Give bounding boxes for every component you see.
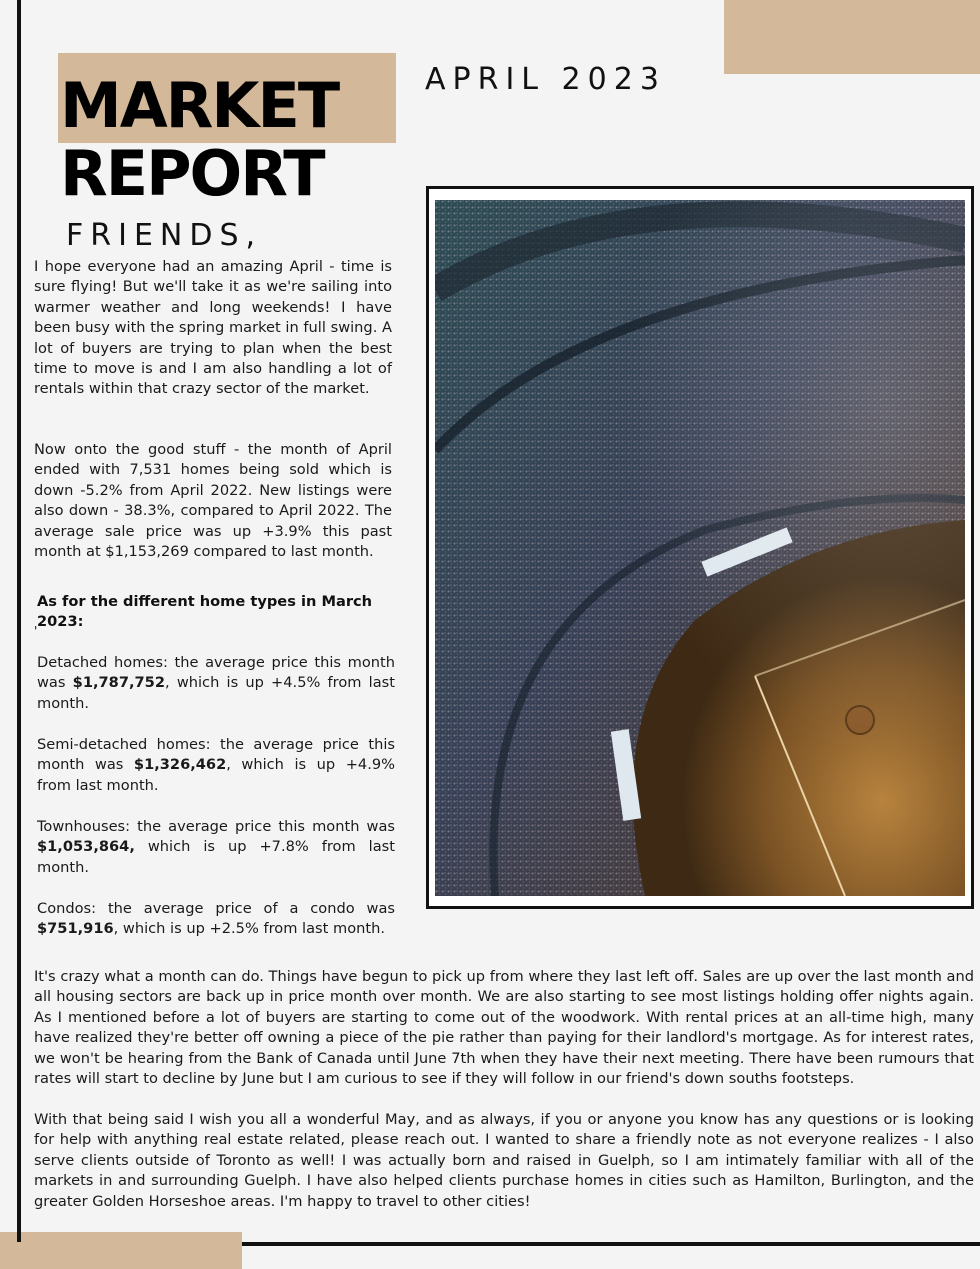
greeting: FRIENDS, bbox=[66, 218, 263, 253]
intro-paragraph: I hope everyone had an amazing April - time is sure flying! But we'll take it as we're sailing into warmer weather and long weekends! I have been busy with the spring market in full swing. A lot of buyers are trying to plan when the best time to move is and I am also handling a lot of rentals within that crazy sector of the market. bbox=[34, 258, 392, 398]
home-type-text: , which is up +4.5% from last month. bbox=[37, 674, 395, 712]
stadium-photo-frame bbox=[426, 186, 974, 909]
home-type-text: Townhouses: the average price this month was bbox=[37, 818, 395, 835]
title-line-market: MARKET bbox=[60, 69, 339, 142]
vertical-rule bbox=[17, 0, 21, 1242]
home-type-text: Semi-detached homes: the average price this month was bbox=[37, 736, 395, 774]
accent-bar-top-right bbox=[724, 0, 980, 74]
market-outlook-paragraph: It's crazy what a month can do. Things have begun to pick up from where they last left off. Sales are up over the last month and all housing sectors are back up in price month over month. We are also starting to see most listings holding offer nights again. As I mentioned before a lot of buyers are starting to come out of the woodwork. With rental prices at an all-time high, many have realized they're better off owning a piece of the pie rather than paying for their landlord's mortgage. As for interest rates, we won't be hearing from the Bank of Canada until June 7th when they have their next meeting. There have been rumours that rates will start to decline by June but I am curious to see if they will follow in our friend's down souths footsteps. bbox=[34, 968, 974, 1088]
accent-bar-bottom-left bbox=[0, 1232, 242, 1269]
home-type-condos bbox=[37, 899, 395, 940]
home-types-heading: As for the different home types in March 2023: bbox=[37, 593, 373, 631]
bullet-mark: ' bbox=[34, 624, 38, 638]
home-type-price: $1,326,462 bbox=[133, 756, 227, 774]
home-type-detached bbox=[37, 653, 395, 714]
home-type-text: , which is up +2.5% from last month. bbox=[113, 920, 386, 938]
stadium-aerial-image bbox=[435, 200, 965, 896]
home-type-townhouses bbox=[37, 817, 395, 878]
home-type-price: $751,916 bbox=[37, 920, 114, 938]
home-type-text: , which is up +4.9% from last month. bbox=[37, 756, 395, 794]
light-glow bbox=[435, 200, 965, 896]
home-type-semi-detached bbox=[37, 735, 395, 796]
bottom-rule bbox=[242, 1242, 980, 1246]
market-summary-paragraph: Now onto the good stuff - the month of April ended with 7,531 homes being sold which is down -5.2% from April 2022. New listings were also down - 38.3%, compared to April 2022. The average sale price was up +3.9% this past month at $1,153,269 compared to last month. bbox=[34, 441, 392, 561]
report-month: APRIL 2023 bbox=[425, 62, 666, 97]
closing-paragraph: With that being said I wish you all a wonderful May, and as always, if you or anyone you know has any questions or is looking for help with anything real estate related, please reach out. I wanted to share a friendly note as not everyone realizes - I also serve clients outside of Toronto as well! I was actually born and raised in Guelph, so I am intimately familiar with all of the markets in and surrounding Guelph. I have also helped clients purchase homes in cities such as Hamilton, Burlington, and the greater Golden Horseshoe areas. I'm happy to travel to other cities! bbox=[34, 1111, 974, 1210]
home-type-price: $1,787,752 bbox=[72, 674, 165, 692]
home-type-text: Detached homes: the average price this month was bbox=[37, 654, 395, 692]
title-line-report: REPORT bbox=[60, 137, 324, 210]
home-type-price: $1,053,864, bbox=[37, 838, 135, 856]
home-type-text: Condos: the average price of a condo was bbox=[37, 900, 395, 917]
home-type-text: which is up +7.8% from last month. bbox=[37, 838, 395, 876]
page-title bbox=[60, 69, 339, 210]
